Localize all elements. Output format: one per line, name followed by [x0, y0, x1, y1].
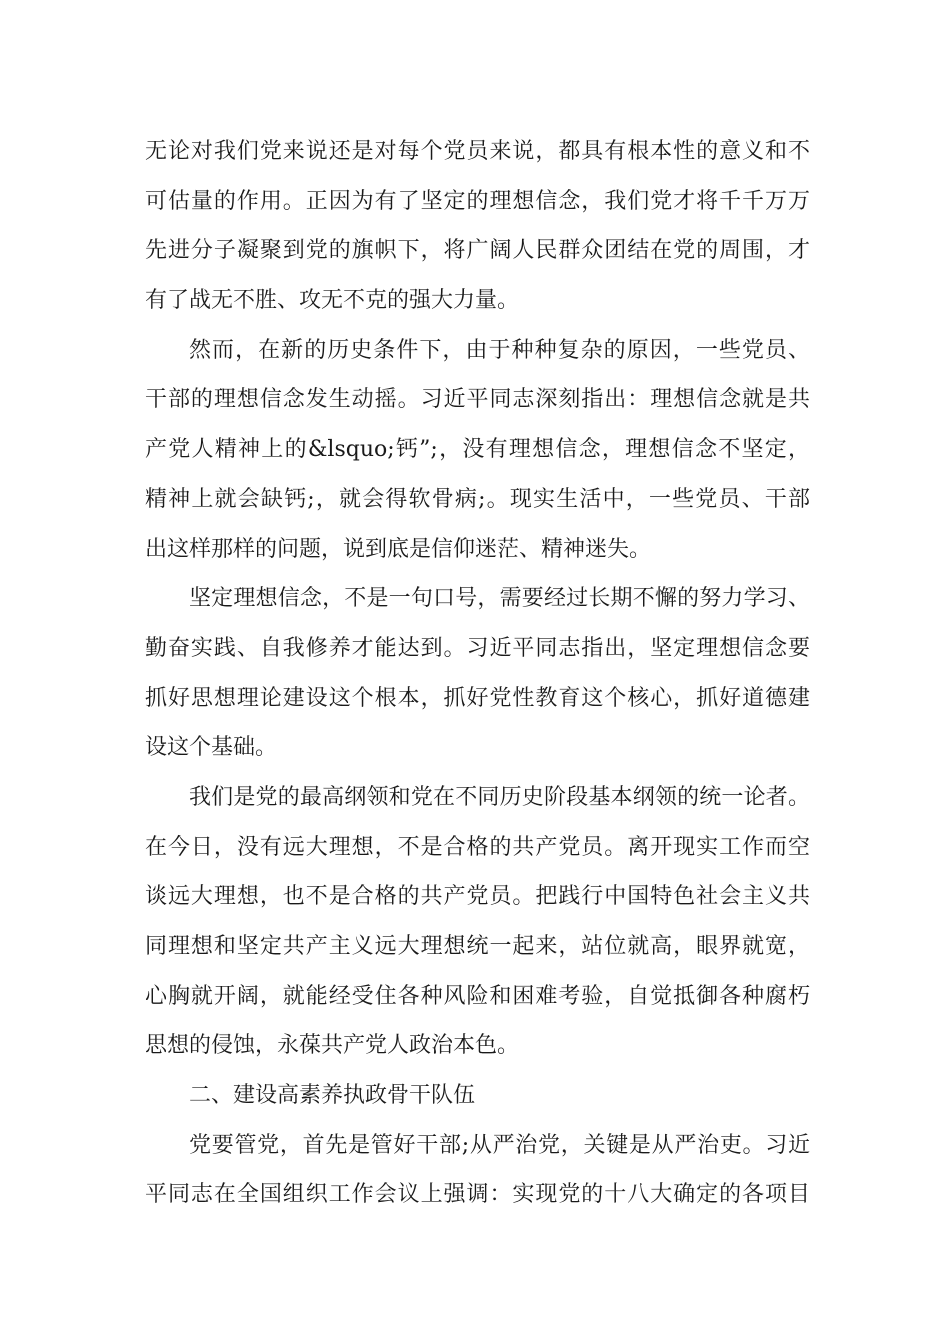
text-line: 谈远大理想，也不是合格的共产党员。把践行中国特色社会主义共 [145, 884, 810, 910]
text-line: 可估量的作用。正因为有了坚定的理想信念，我们党才将千千万万 [145, 188, 810, 214]
text-line: 无论对我们党来说还是对每个党员来说，都具有根本性的意义和不 [145, 139, 810, 164]
text-line: 勤奋实践、自我修养才能达到。习近平同志指出，坚定理想信念要 [145, 635, 810, 661]
text-line: 干部的理想信念发生动摇。习近平同志深刻指出：理想信念就是共 [145, 387, 810, 413]
text-line: 有了战无不胜、攻无不克的强大力量。 [145, 288, 520, 314]
section-heading: 二、建设高素养执政骨干队伍 [189, 1083, 476, 1109]
paragraph-first-line: 坚定理想信念，不是一句口号，需要经过长期不懈的努力学习、 [189, 586, 810, 612]
text-line: 产党人精神上的&lsquo;钙”;，没有理想信念，理想信念不坚定， [145, 437, 810, 463]
text-line: 设这个基础。 [145, 735, 278, 761]
text-line: 在今日，没有远大理想，不是合格的共产党员。离开现实工作而空 [145, 834, 810, 860]
body-text [145, 127, 810, 1220]
text-line: 抓好思想理论建设这个根本，抓好党性教育这个核心，抓好道德建 [145, 685, 810, 711]
paragraph-first-line: 党要管党，首先是管好干部;从严治党，关键是从严治吏。习近 [189, 1132, 810, 1158]
text-line: 思想的侵蚀，永葆共产党人政治本色。 [145, 1033, 520, 1059]
text-line: 平同志在全国组织工作会议上强调：实现党的十八大确定的各项目 [145, 1182, 810, 1208]
text-line: 心胸就开阔，就能经受住各种风险和困难考验，自觉抵御各种腐朽 [145, 983, 810, 1009]
text-line: 精神上就会缺钙;，就会得软骨病;。现实生活中，一些党员、干部 [145, 486, 810, 512]
text-line: 先进分子凝聚到党的旗帜下，将广阔人民群众团结在党的周围，才 [145, 238, 810, 264]
paragraph-first-line: 我们是党的最高纲领和党在不同历史阶段基本纲领的统一论者。 [189, 784, 810, 810]
text-line: 同理想和坚定共产主义远大理想统一起来，站位就高，眼界就宽， [145, 934, 810, 959]
text-line: 出这样那样的问题，说到底是信仰迷茫、精神迷失。 [145, 536, 652, 562]
paragraph-first-line: 然而，在新的历史条件下，由于种种复杂的原因，一些党员、 [189, 337, 810, 363]
